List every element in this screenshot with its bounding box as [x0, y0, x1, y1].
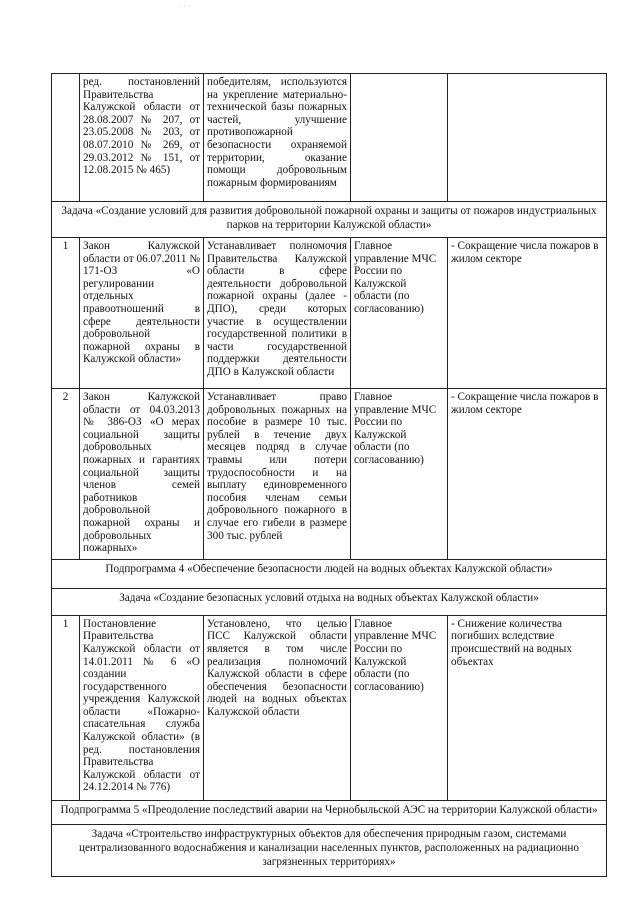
subprogram-heading-4: Подпрограмма 4 «Обеспечение безопасности людей на водных объектах Калужской области» [52, 559, 607, 588]
table-row [52, 74, 607, 202]
executor-cell: Главное управление МЧС России по Калужской области (по согласованию) [351, 389, 448, 560]
task-heading-water: Задача «Создание безопасных условий отдыха на водных объектах Калужской области» [52, 588, 607, 615]
executor-cell: Главное управление МЧС России по Калужской области (по согласованию) [351, 238, 448, 389]
task-heading-infrastructure: Задача «Строительство инфраструктурных объектов для обеспечения природным газом, системами централизованного водоснабжения и канализации населенных пунктов, расположенных на радиационно загрязненных территориях» [52, 824, 607, 876]
result-cell: - Снижение количества погибших вследствие происшествий на водных объектах [448, 615, 607, 800]
task-heading-industrial: Задача «Создание условий для развития добровольной пожарной охраны и защиты от пожаров индустриальных парков на территории Калужской области» [52, 202, 607, 238]
result-cell: - Сокращение числа пожаров в жилом секторе [448, 389, 607, 560]
task-row [52, 202, 607, 238]
legal-act-cell: Закон Калужской области от 06.07.2011 № 171-ОЗ «О регулировании отдельных правоотношений в сфере деятельности добровольной пожарной охраны в Калужской области» [80, 238, 204, 389]
executor-cell: Главное управление МЧС России по Калужской области (по согласованию) [351, 615, 448, 800]
task-row [52, 824, 607, 876]
table-row [52, 615, 607, 800]
legal-act-cell: ред. постановлений Правительства Калужской области от 28.08.2007 № 207, от 23.05.2008 № 203, от 08.07.2010 № 269, от 29.03.2012 № 151, от 12.08.2015 № 465) [80, 74, 204, 202]
content-cell: Установлено, что целью ПСС Калужской области является в том числе реализация полномочий Калужской области в сфере обеспечения безопасности людей на водных объектах Калужской области [204, 615, 351, 800]
content-cell: Устанавливает полномочия Правительства Калужской области в сфере деятельности добровольной пожарной охраны (далее - ДПО), среди которых участие в осуществлении государственной политики в части государственной поддержки деятельности ДПО в Калужской области [204, 238, 351, 389]
result-cell [448, 74, 607, 202]
subprogram-heading-5: Подпрограмма 5 «Преодоление последствий аварии на Чернобыльской АЭС на территории Калужской области» [52, 800, 607, 824]
content-cell: победителям, используются на укрепление материально-технической базы пожарных частей, улучшение противопожарной безопасности охраняемой территории, оказание помощи добровольным пожарным формированиям [204, 74, 351, 202]
subprogram-row [52, 800, 607, 824]
legal-act-cell: Закон Калужской области от 04.03.2013 № 386-ОЗ «О мерах социальной защиты добровольных пожарных и гарантиях социальной защиты членов семей работников добровольной пожарной охраны и добровольных пожарных» [80, 389, 204, 560]
row-number: 1 [52, 238, 80, 389]
table-row [52, 389, 607, 560]
row-number [52, 74, 80, 202]
result-cell: - Сокращение числа пожаров в жилом секторе [448, 238, 607, 389]
content-cell: Устанавливает право добровольных пожарных на пособие в размере 10 тыс. рублей в течение двух месяцев подряд в случае травмы или потери трудоспособности и на выплату единовременного пособия членам семьи добровольного пожарного в случае его гибели в размере 300 тыс. рублей [204, 389, 351, 560]
row-number: 2 [52, 389, 80, 560]
legal-acts-table [51, 73, 607, 877]
row-number: 1 [52, 615, 80, 800]
subprogram-row [52, 559, 607, 588]
executor-cell [351, 74, 448, 202]
table-row [52, 238, 607, 389]
task-row [52, 588, 607, 615]
legal-act-cell: Постановление Правительства Калужской области от 14.01.2011 № 6 «О создании государственного учреждения Калужской области «Пожарно-спасательная служба Калужской области» (в ред. постановления Правительства Калужской области от 24.12.2014 № 776) [80, 615, 204, 800]
page-mark: · · · [178, 4, 192, 10]
